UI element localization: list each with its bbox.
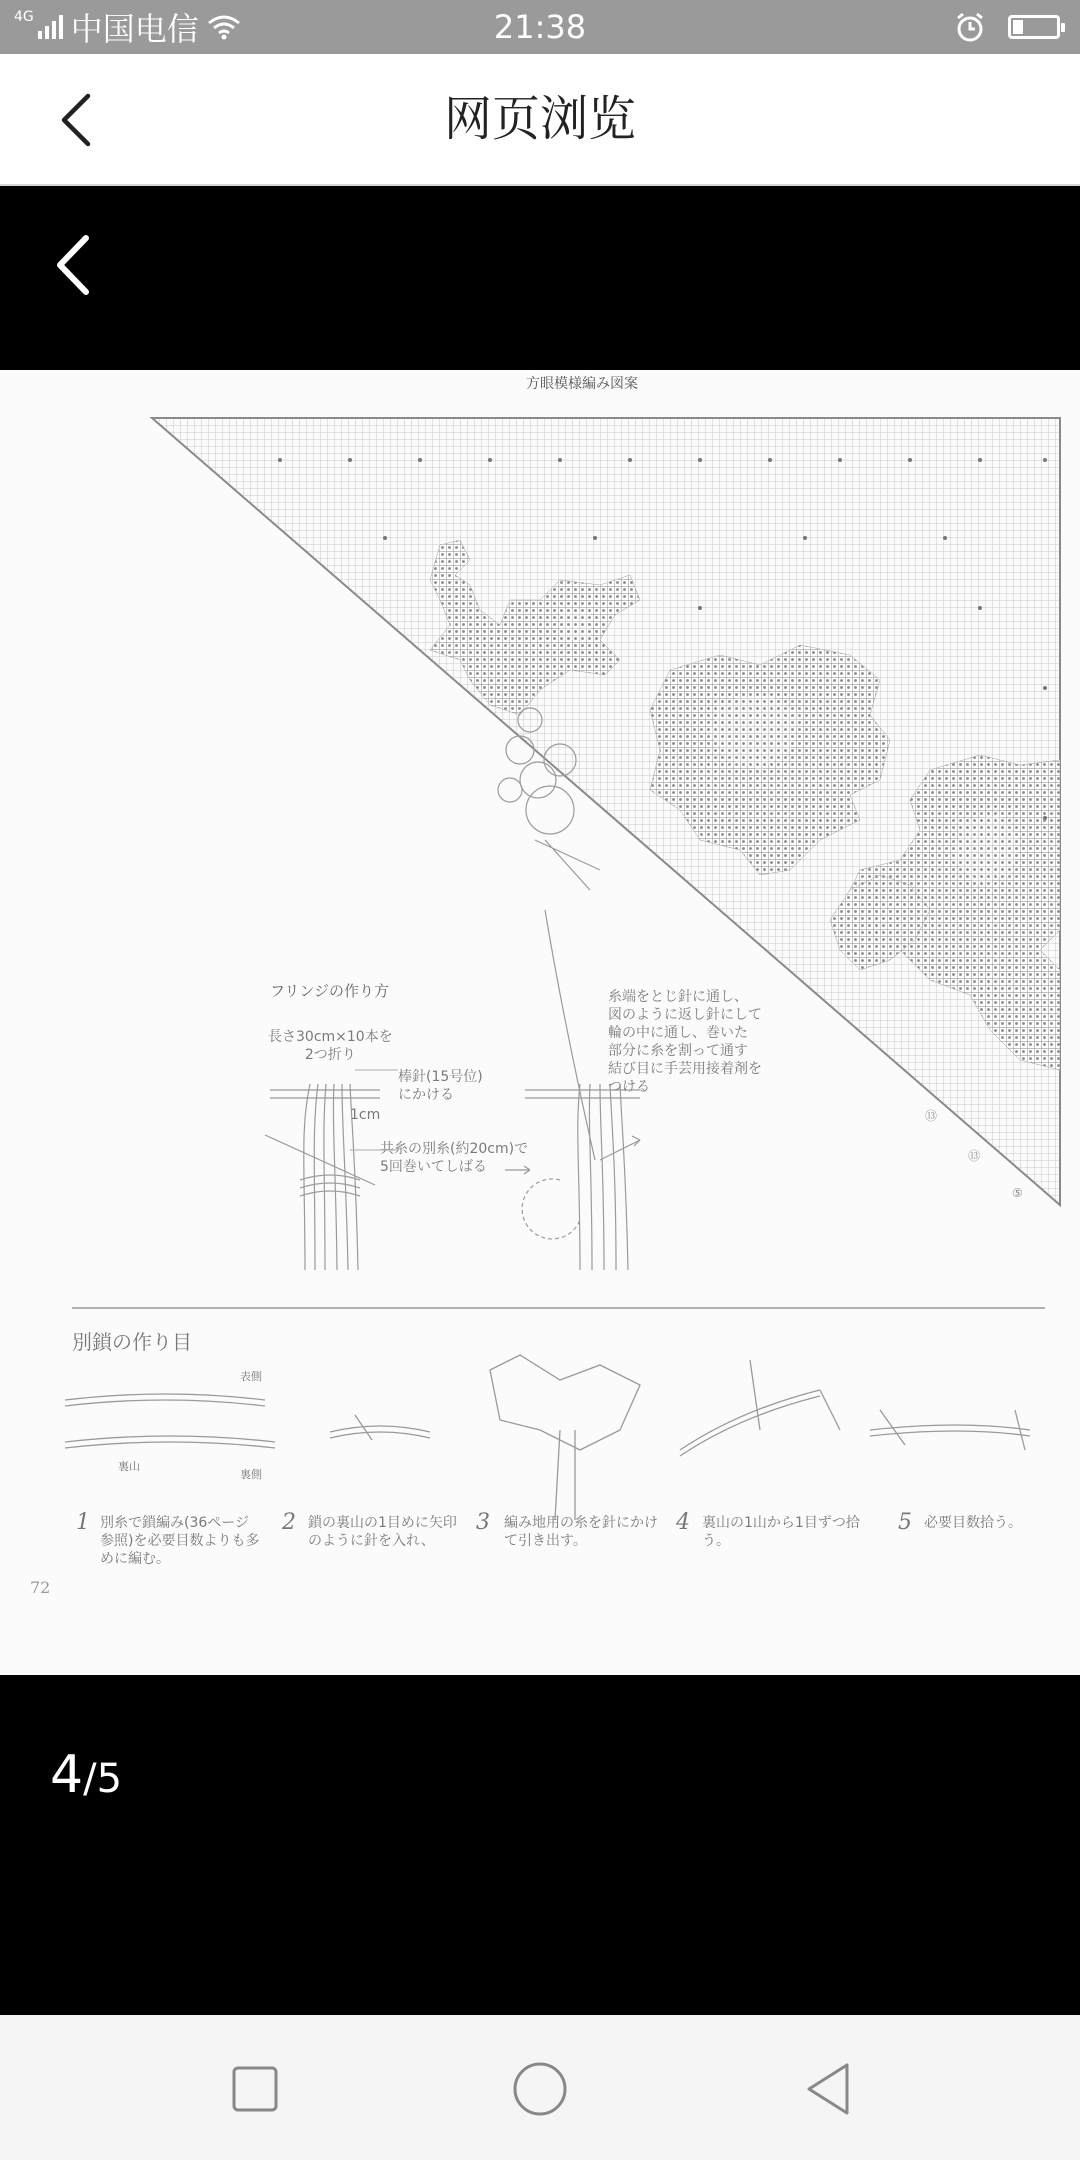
fringe-note-length: 長さ30cm×10本を 2つ折り — [268, 1029, 393, 1063]
filet-chart — [0, 370, 1080, 1675]
page-total: 5 — [96, 1756, 123, 1802]
chevron-left-icon[interactable] — [48, 230, 98, 300]
step-text: 裏山の1山から1目ずつ拾 う。 — [702, 1515, 860, 1549]
recent-apps-icon[interactable] — [223, 2057, 287, 2121]
step-number: 3 — [476, 1510, 490, 1535]
step-text: 別糸で鎖編み(36ページ 参照)を必要目数よりも多 めに編む。 — [100, 1515, 260, 1567]
status-time: 21:38 — [493, 8, 587, 46]
chain-section-title: 別鎖の作り目 — [72, 1330, 192, 1354]
fringe-title: フリンジの作り方 — [270, 982, 390, 1000]
step-number: 1 — [76, 1510, 90, 1535]
alarm-icon — [954, 11, 986, 43]
step-text: 鎖の裏山の1目めに矢印 のように針を入れ、 — [308, 1515, 457, 1549]
page-separator: / — [83, 1756, 97, 1802]
back-icon[interactable] — [797, 2057, 861, 2121]
carrier-name: 中国电信 — [70, 10, 199, 48]
row-marker: ⑬ — [925, 1109, 938, 1123]
app-bar — [0, 54, 1080, 186]
chart-title: 方眼模様編み図案 — [526, 376, 638, 392]
page-indicator — [50, 1745, 122, 1805]
viewer-bottom-bar — [0, 1675, 1080, 2015]
step-number: 5 — [898, 1510, 912, 1535]
viewer-top-bar — [0, 186, 1080, 370]
document-image[interactable] — [0, 370, 1080, 1675]
fringe-note-needle: 棒針(15号位) にかける — [398, 1069, 483, 1103]
network-type: 4G — [14, 9, 34, 25]
battery-icon — [1008, 15, 1060, 39]
status-right — [954, 0, 1060, 54]
row-marker: ⑬ — [968, 1149, 981, 1163]
status-bar — [0, 0, 1080, 54]
page-title: 网页浏览 — [443, 91, 636, 147]
chain-label-back2: 裏側 — [240, 1468, 262, 1481]
fringe-note-1cm: 1cm — [350, 1107, 381, 1123]
step-number: 2 — [282, 1510, 296, 1535]
book-page-number: 72 — [30, 1578, 51, 1597]
row-marker: ⑤ — [1012, 1186, 1023, 1200]
page-current: 4 — [50, 1745, 84, 1805]
step-text: 編み地用の糸を針にかけ て引き出す。 — [504, 1515, 658, 1549]
fringe-note-right: 糸端をとじ針に通し、 図のように返し針にして 輪の中に通し、巻いた 部分に糸を割って通す 結び目に手芸用接着剤を つける — [608, 989, 762, 1095]
chain-illustrations — [65, 1355, 1030, 1520]
step-text: 必要目数拾う。 — [924, 1515, 1022, 1531]
chain-label-back: 裏山 — [118, 1460, 140, 1473]
fringe-note-tie: 共糸の別糸(約20cm)で 5回巻いてしばる — [380, 1141, 529, 1175]
home-icon[interactable] — [508, 2057, 572, 2121]
fringe-illustration-left — [265, 1070, 398, 1270]
step-number: 4 — [676, 1510, 690, 1535]
system-nav-bar — [0, 2015, 1080, 2160]
chain-label-front: 表側 — [240, 1370, 262, 1383]
